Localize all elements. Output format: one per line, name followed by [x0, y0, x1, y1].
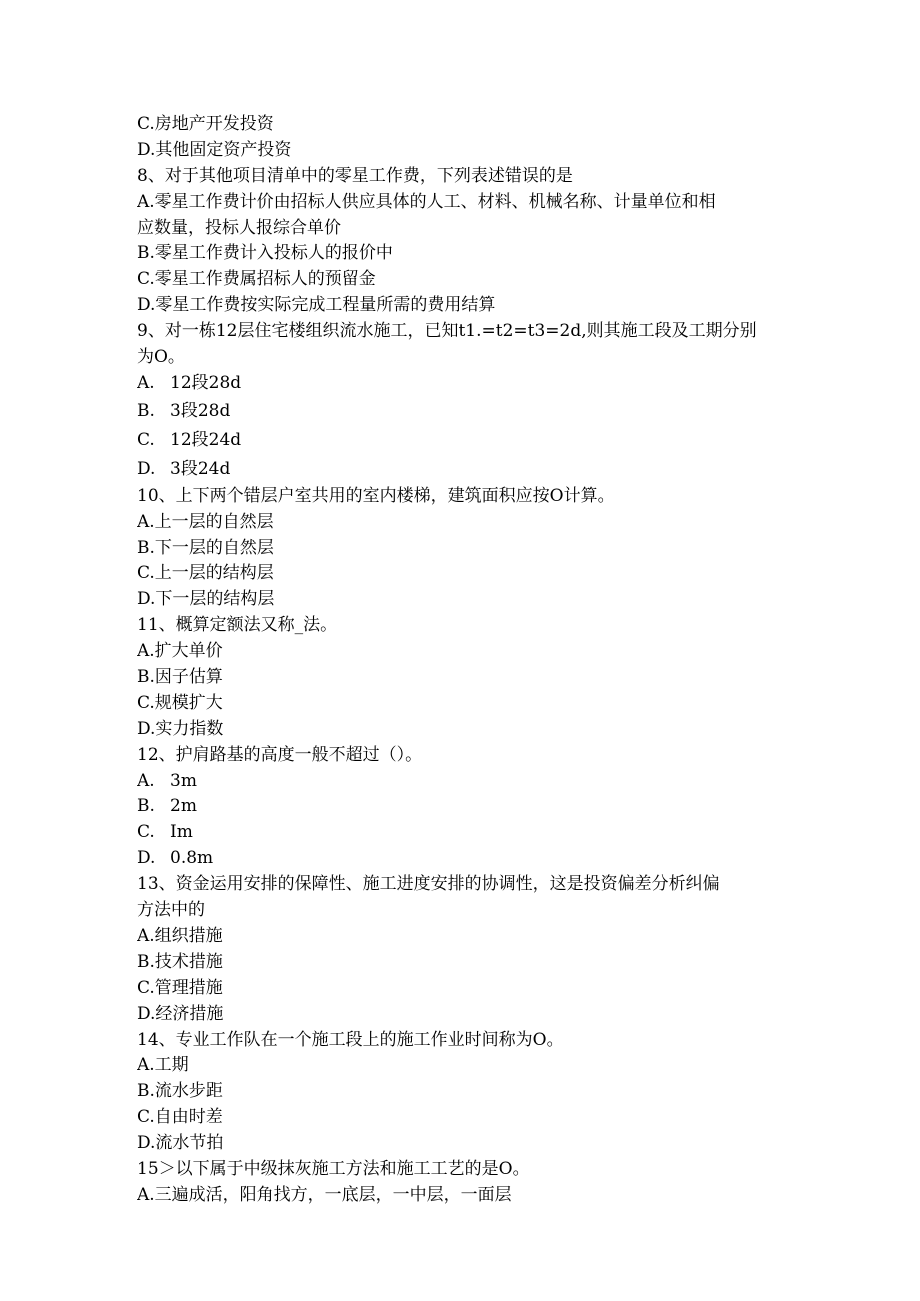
question-15: 15＞以下属于中级抹灰施工方法和施工工艺的是O。 — [137, 1158, 530, 1179]
option-letter: D. — [137, 458, 156, 479]
option-letter: C. — [137, 822, 155, 843]
option-a — [137, 371, 787, 397]
option-c — [137, 820, 787, 846]
option-c: C.自由时差 — [137, 1107, 223, 1128]
question-13-continued: 方法中的 — [137, 900, 205, 921]
option-text: Im — [170, 822, 193, 843]
option-a: A.组织措施 — [137, 925, 223, 946]
question-11: 11、概算定额法又称_法。 — [137, 615, 338, 636]
question-10: 10、上下两个错层户室共用的室内楼梯，建筑面积应按O计算。 — [137, 485, 615, 506]
option-text: 12段24d — [170, 429, 242, 450]
option-d — [137, 846, 787, 872]
option-letter: A. — [137, 372, 155, 393]
option-c — [137, 426, 787, 455]
option-letter: B. — [137, 400, 155, 421]
option-text: 3段24d — [170, 458, 231, 479]
option-letter: B. — [137, 796, 155, 817]
option-text: 3段28d — [170, 400, 231, 421]
question-9: 9、对一栋12层住宅楼组织流水施工，已知t1.=t2=t3=2d,则其施工段及工期分别 — [137, 321, 757, 342]
option-d: D.零星工作费按实际完成工程量所需的费用结算 — [137, 295, 496, 316]
option-c: C.零星工作费属招标人的预留金 — [137, 269, 376, 290]
option-text: 3m — [170, 770, 197, 791]
option-b: B.因子估算 — [137, 667, 223, 688]
question-8: 8、对于其他项目清单中的零星工作费，下列表述错误的是 — [137, 165, 573, 186]
option-a — [137, 769, 787, 795]
option-d: D.其他固定资产投资 — [137, 139, 292, 160]
option-text: 2m — [170, 796, 197, 817]
option-b: B.下一层的自然层 — [137, 537, 274, 558]
option-a: A.三遍成活，阳角找方，一底层，一中层，一面层 — [137, 1184, 512, 1205]
option-letter: D. — [137, 848, 156, 869]
option-a: A.扩大单价 — [137, 641, 223, 662]
option-text: 0.8m — [170, 848, 214, 869]
option-a-continued: 应数量，投标人报综合单价 — [137, 217, 341, 238]
option-c: C.上一层的结构层 — [137, 563, 274, 584]
question-14: 14、专业工作队在一个施工段上的施工作业时间称为O。 — [137, 1029, 564, 1050]
option-b — [137, 397, 787, 426]
option-text: 12段28d — [170, 372, 242, 393]
option-b: B.零星工作费计入投标人的报价中 — [137, 243, 393, 264]
question-13: 13、资金运用安排的保障性、施工进度安排的协调性，这是投资偏差分析纠偏 — [137, 874, 720, 895]
option-c: C.管理措施 — [137, 977, 223, 998]
option-a: A.工期 — [137, 1055, 189, 1076]
option-c: C.规模扩大 — [137, 692, 223, 713]
option-b: B.流水步距 — [137, 1081, 223, 1102]
option-d: D.下一层的结构层 — [137, 589, 275, 610]
option-a: A.上一层的自然层 — [137, 511, 274, 532]
exam-content — [137, 112, 787, 1209]
option-c: C.房地产开发投资 — [137, 114, 274, 134]
question-9-continued: 为O。 — [137, 347, 185, 368]
option-d — [137, 455, 787, 484]
question-12: 12、护肩路基的高度一般不超过（）。 — [137, 744, 423, 765]
option-b — [137, 794, 787, 820]
option-b: B.技术措施 — [137, 951, 223, 972]
option-a: A.零星工作费计价由招标人供应具体的人工、材料、机械名称、计量单位和相 — [137, 191, 716, 212]
option-d: D.经济措施 — [137, 1003, 224, 1024]
option-letter: A. — [137, 770, 155, 791]
option-d: D.流水节拍 — [137, 1133, 224, 1154]
option-d: D.实力指数 — [137, 718, 224, 739]
option-letter: C. — [137, 429, 155, 450]
